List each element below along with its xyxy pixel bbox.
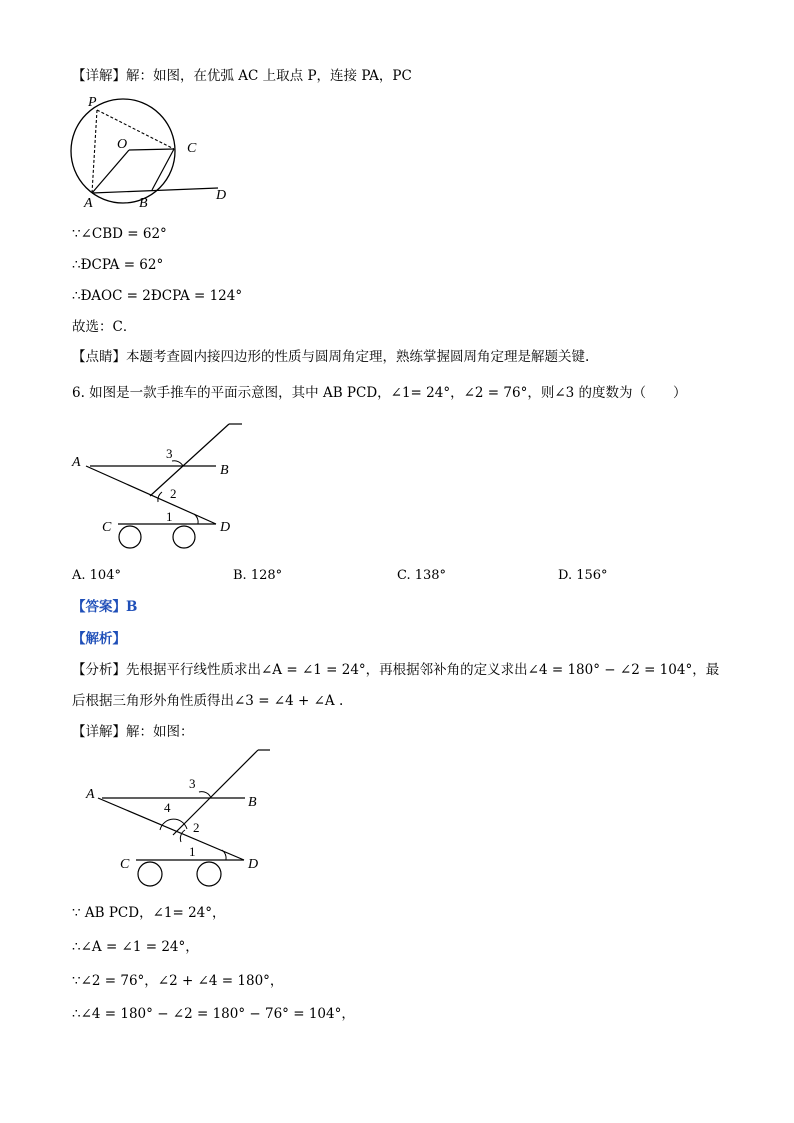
detail-line: 【详解】解：如图： [72, 724, 194, 740]
solution-step-2: ∴∠A = ∠1 = 24°， [72, 939, 199, 955]
label-B: B [139, 196, 148, 211]
analysis-line-2: 后根据三角形外角性质得出∠3 = ∠4 + ∠A . [72, 693, 344, 709]
angle-2-label: 2 [193, 820, 200, 835]
angle-1-label: 1 [189, 844, 196, 859]
analysis-heading: 【解析】 [72, 631, 126, 647]
label-C: C [102, 520, 112, 535]
solution-step-3: ∵∠2 = 76°，∠2 + ∠4 = 180°， [72, 973, 284, 989]
label-O: O [117, 137, 128, 152]
angle-4-label: 4 [164, 800, 171, 815]
cart-figure [66, 418, 256, 558]
circle-figure [66, 92, 246, 212]
step-1: ∵∠CBD = 62° [72, 226, 167, 242]
label-C: C [120, 857, 130, 872]
label-D: D [248, 857, 259, 872]
label-B: B [220, 463, 229, 478]
label-A: A [72, 455, 81, 470]
label-D: D [220, 520, 231, 535]
label-A: A [86, 787, 95, 802]
angle-3-label: 3 [189, 776, 196, 791]
question-6-stem: 6. 如图是一款手推车的平面示意图，其中 AB PCD，∠1= 24°，∠2 = 76°，则∠3 的度数为（ ） [72, 385, 687, 401]
cart-figure-annotated [80, 746, 280, 891]
detail-intro: 【详解】解：如图，在优弧 AC 上取点 P，连接 PA，PC [72, 68, 412, 84]
label-B: B [248, 795, 257, 810]
label-A: A [84, 196, 93, 211]
comment-line: 【点睛】本题考查圆内接四边形的性质与圆周角定理，熟练掌握圆周角定理是解题关键. [72, 349, 590, 365]
angle-1-label: 1 [166, 509, 173, 524]
step-2: ∴ÐCPA = 62° [72, 257, 164, 273]
analysis-line-1: 【分析】先根据平行线性质求出∠A = ∠1 = 24°，再根据邻补角的定义求出∠4 = 180° − ∠2 = 104°，最 [72, 662, 720, 678]
answer-label: 【答案】B [72, 599, 138, 615]
label-P: P [88, 95, 97, 110]
label-C: C [187, 141, 197, 156]
angle-2-label: 2 [170, 486, 177, 501]
choice-line: 故选：C． [72, 319, 137, 335]
step-3: ∴ÐAOC = 2ÐCPA = 124° [72, 288, 243, 304]
label-D: D [216, 188, 227, 203]
solution-step-1: ∵ AB PCD，∠1= 24°， [72, 905, 226, 921]
angle-3-label: 3 [166, 446, 173, 461]
option-d: D. 156° [558, 568, 608, 583]
option-a: A. 104° [72, 568, 121, 583]
solution-step-4: ∴∠4 = 180° − ∠2 = 180° − 76° = 104°， [72, 1006, 355, 1022]
option-c: C. 138° [397, 568, 447, 583]
option-b: B. 128° [233, 568, 283, 583]
